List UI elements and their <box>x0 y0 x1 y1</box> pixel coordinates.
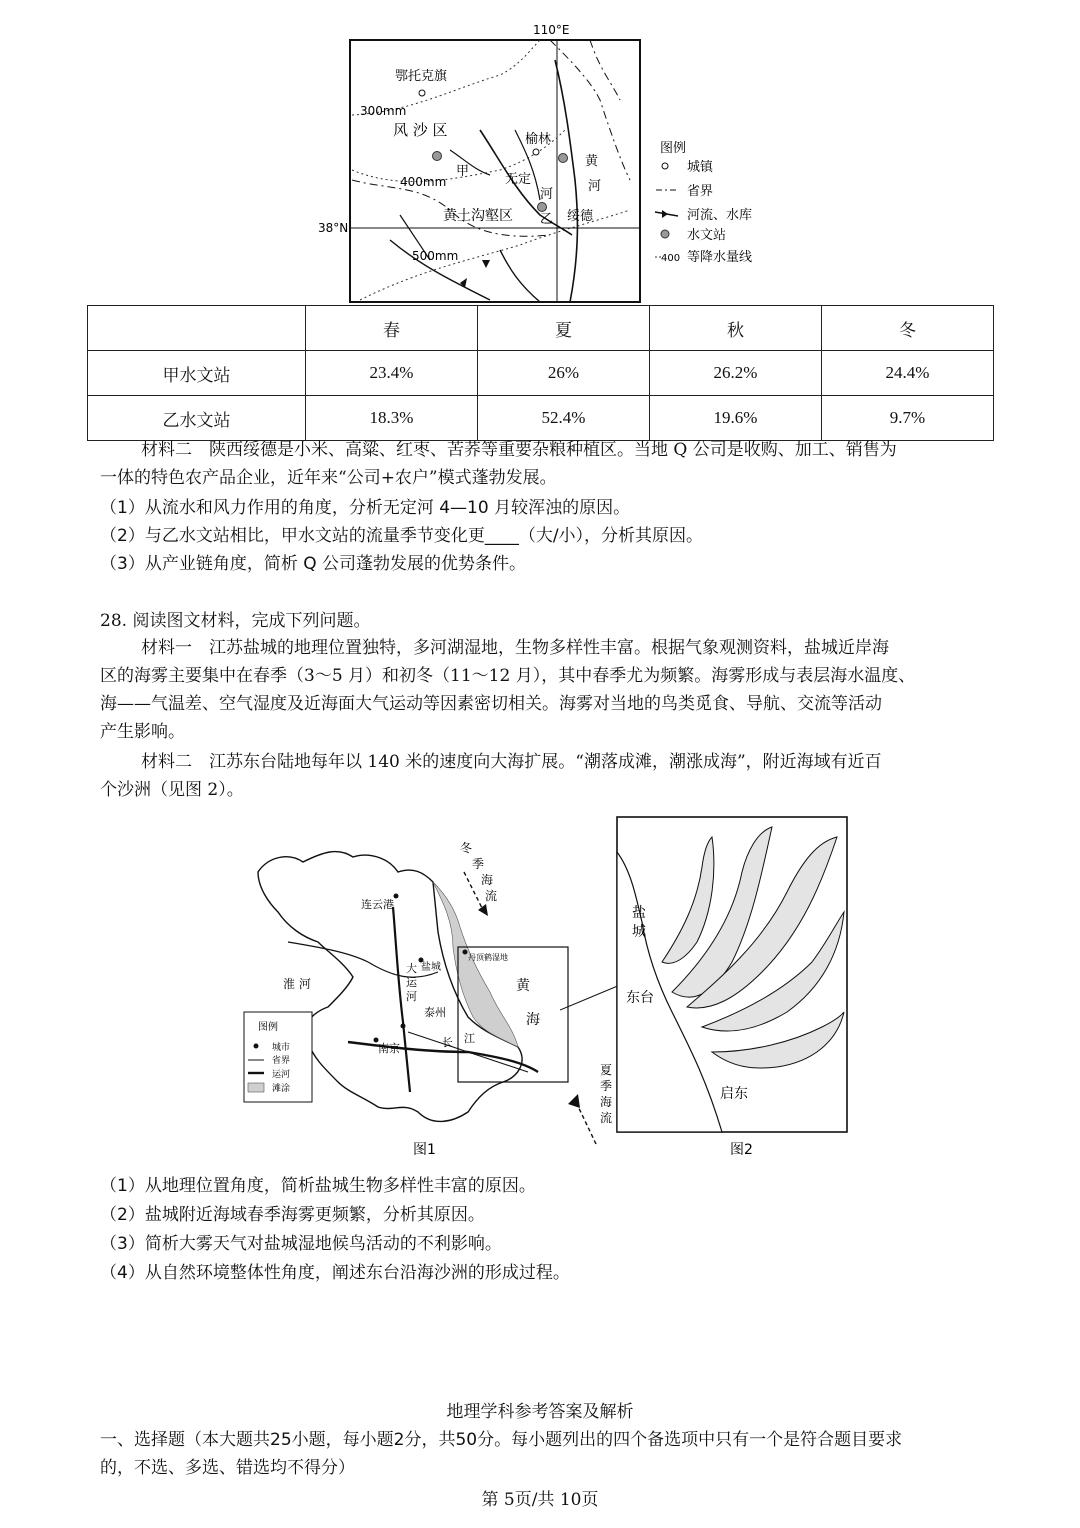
table-cell: 9.7% <box>822 396 994 441</box>
header-cell: 春 <box>306 306 478 351</box>
fig1-winter-current-4: 流 <box>485 889 498 903</box>
jiangsu-map-fig1 <box>228 812 613 1164</box>
table-row <box>88 396 994 441</box>
q28-material1-line4: 产生影响。 <box>100 722 185 742</box>
fig1-huaihe: 淮 河 <box>283 977 311 991</box>
fig1-winter-current-2: 季 <box>472 857 485 871</box>
fig1-summer-current-3: 海 <box>600 1095 613 1109</box>
q28-material1-line1: 材料一 江苏盐城的地理位置独特，多河湖湿地，生物多样性丰富。根据气象观测资料，盐城近岸海 <box>141 638 889 658</box>
legend-station: 水文站 <box>687 228 727 243</box>
table-cell: 23.4% <box>306 351 478 396</box>
table-row <box>88 351 994 396</box>
fig1-legend-province: 省界 <box>272 1056 291 1066</box>
legend-isoline-value: 400 <box>661 253 681 264</box>
river-wuding-he: 河 <box>540 187 554 202</box>
table-cell: 19.6% <box>650 396 822 441</box>
place-fengsha: 风 沙 区 <box>393 121 448 139</box>
sandbar-map-fig2 <box>612 812 852 1164</box>
fig1-yellow-sea-1: 黄 <box>516 978 530 994</box>
fig1-winter-current-1: 冬 <box>460 841 473 855</box>
legend-province: 省界 <box>687 184 714 199</box>
q28-material1-line2: 区的海雾主要集中在春季（3～5 月）和初冬（11～12 月），其中春季尤为频繁。海雾形成与表层海水温度、 <box>100 666 916 686</box>
row-label: 乙水文站 <box>88 396 306 441</box>
longitude-label: 110°E <box>533 23 570 37</box>
fig1-yellow-sea-2: 海 <box>526 1012 540 1028</box>
flow-season-table <box>87 305 994 441</box>
fig1-legend-canal: 运河 <box>272 1070 291 1080</box>
fig2-dongtai: 东台 <box>626 990 654 1006</box>
header-cell: 秋 <box>650 306 822 351</box>
fig1-legend-mudflat: 滩涂 <box>272 1084 291 1094</box>
fig2-yancheng-1: 盐 <box>632 905 646 921</box>
table-cell: 24.4% <box>822 351 994 396</box>
river-huang-2: 河 <box>588 179 602 194</box>
q28-question-1: （1）从地理位置角度，简析盐城生物多样性丰富的原因。 <box>100 1176 536 1196</box>
table-cell: 52.4% <box>478 396 650 441</box>
isoline-300: 300mm <box>360 104 407 118</box>
answers-section-cont: 的，不选、多选、错选均不得分） <box>100 1458 355 1478</box>
fig1-crane-wetland: 丹顶鹤湿地 <box>468 953 508 962</box>
station-yi: 乙 <box>540 212 554 227</box>
q27-question-1: （1）从流水和风力作用的角度，分析无定河 4—10 月较浑浊的原因。 <box>100 498 631 518</box>
answers-title: 地理学科参考答案及解析 <box>446 1402 634 1422</box>
table-cell: 26% <box>478 351 650 396</box>
legend-title: 图例 <box>660 141 687 156</box>
loess-plateau-map <box>300 20 770 305</box>
header-cell: 冬 <box>822 306 994 351</box>
fig1-yancheng: 盐城 <box>421 962 441 973</box>
q28-question-3: （3）简析大雾天气对盐城湿地候鸟活动的不利影响。 <box>100 1234 502 1254</box>
q27-question-3: （3）从产业链角度，简析 Q 公司蓬勃发展的优势条件。 <box>100 554 527 574</box>
place-loess-gully: 黄土沟壑区 <box>443 208 513 224</box>
station-jia: 甲 <box>456 164 470 179</box>
answers-section: 一、选择题（本大题共25小题，每小题2分，共50分。每小题列出的四个备选项中只有一个是符合题目要求 <box>100 1430 903 1450</box>
table-header-row <box>88 306 994 351</box>
fig1-grand-canal-3: 河 <box>406 990 417 1003</box>
q28-intro: 28. 阅读图文材料，完成下列问题。 <box>100 611 371 631</box>
legend-town: 城镇 <box>687 160 714 175</box>
fig1-taizhou: 泰州 <box>424 1006 446 1019</box>
q27-material2-cont: 一体的特色农产品企业，近年来“公司+农户”模式蓬勃发展。 <box>100 468 557 488</box>
q28-material2-line2: 个沙洲（见图 2）。 <box>100 780 244 800</box>
fig1-summer-current-2: 季 <box>600 1079 613 1093</box>
place-etuokeqi: 鄂托克旗 <box>395 69 448 84</box>
row-label: 甲水文站 <box>88 351 306 396</box>
header-cell <box>88 306 306 351</box>
q27-material2: 材料二 陕西绥德是小米、高粱、红枣、苦荞等重要杂粮种植区。当地 Q 公司是收购、加工、销售为 <box>141 440 897 460</box>
q28-material2-line1: 材料二 江苏东台陆地每年以 140 米的速度向大海扩展。“潮落成滩，潮涨成海”，附近海域有近百 <box>141 752 882 772</box>
fig2-caption: 图2 <box>730 1142 753 1158</box>
fig1-grand-canal-1: 大 <box>406 962 417 975</box>
place-yulin: 榆林 <box>525 132 552 147</box>
fig1-yangtze-2: 江 <box>464 1032 475 1045</box>
place-suide: 绥德 <box>567 209 594 224</box>
q27-question-2: （2）与乙水文站相比，甲水文站的流量季节变化更____（大/小），分析其原因。 <box>100 526 704 546</box>
page-number: 第 5页/共 10页 <box>481 1490 599 1510</box>
fig1-lianyungang: 连云港 <box>361 898 394 911</box>
legend-river: 河流、水库 <box>687 208 753 223</box>
fig1-yangtze-1: 长 <box>442 1036 453 1049</box>
fig1-winter-current-3: 海 <box>481 873 494 887</box>
legend-isoline: 等降水量线 <box>687 250 753 265</box>
q28-question-2: （2）盐城附近海域春季海雾更频繁，分析其原因。 <box>100 1205 485 1225</box>
river-huang-1: 黄 <box>585 154 599 169</box>
fig1-summer-current-1: 夏 <box>600 1063 613 1077</box>
river-wuding: 无定 <box>505 172 532 187</box>
isoline-400: 400mm <box>400 175 447 189</box>
fig1-summer-current-4: 流 <box>600 1111 613 1125</box>
fig1-legend-city: 城市 <box>272 1043 291 1053</box>
fig1-caption: 图1 <box>413 1142 436 1158</box>
isoline-500: 500mm <box>412 249 459 263</box>
fig1-nanjing: 南京 <box>378 1042 400 1055</box>
q28-question-4: （4）从自然环境整体性角度，阐述东台沿海沙洲的形成过程。 <box>100 1263 570 1283</box>
fig1-legend-title: 图例 <box>258 1022 278 1033</box>
table-cell: 26.2% <box>650 351 822 396</box>
q28-material1-line3: 海——气温差、空气湿度及近海面大气运动等因素密切相关。海雾对当地的鸟类觅食、导航、交流等活动 <box>100 694 882 714</box>
fig2-qidong: 启东 <box>720 1086 748 1102</box>
fig1-grand-canal-2: 运 <box>406 976 417 989</box>
header-cell: 夏 <box>478 306 650 351</box>
table-cell: 18.3% <box>306 396 478 441</box>
fig2-yancheng-2: 城 <box>632 924 646 940</box>
latitude-label: 38°N <box>318 221 349 235</box>
